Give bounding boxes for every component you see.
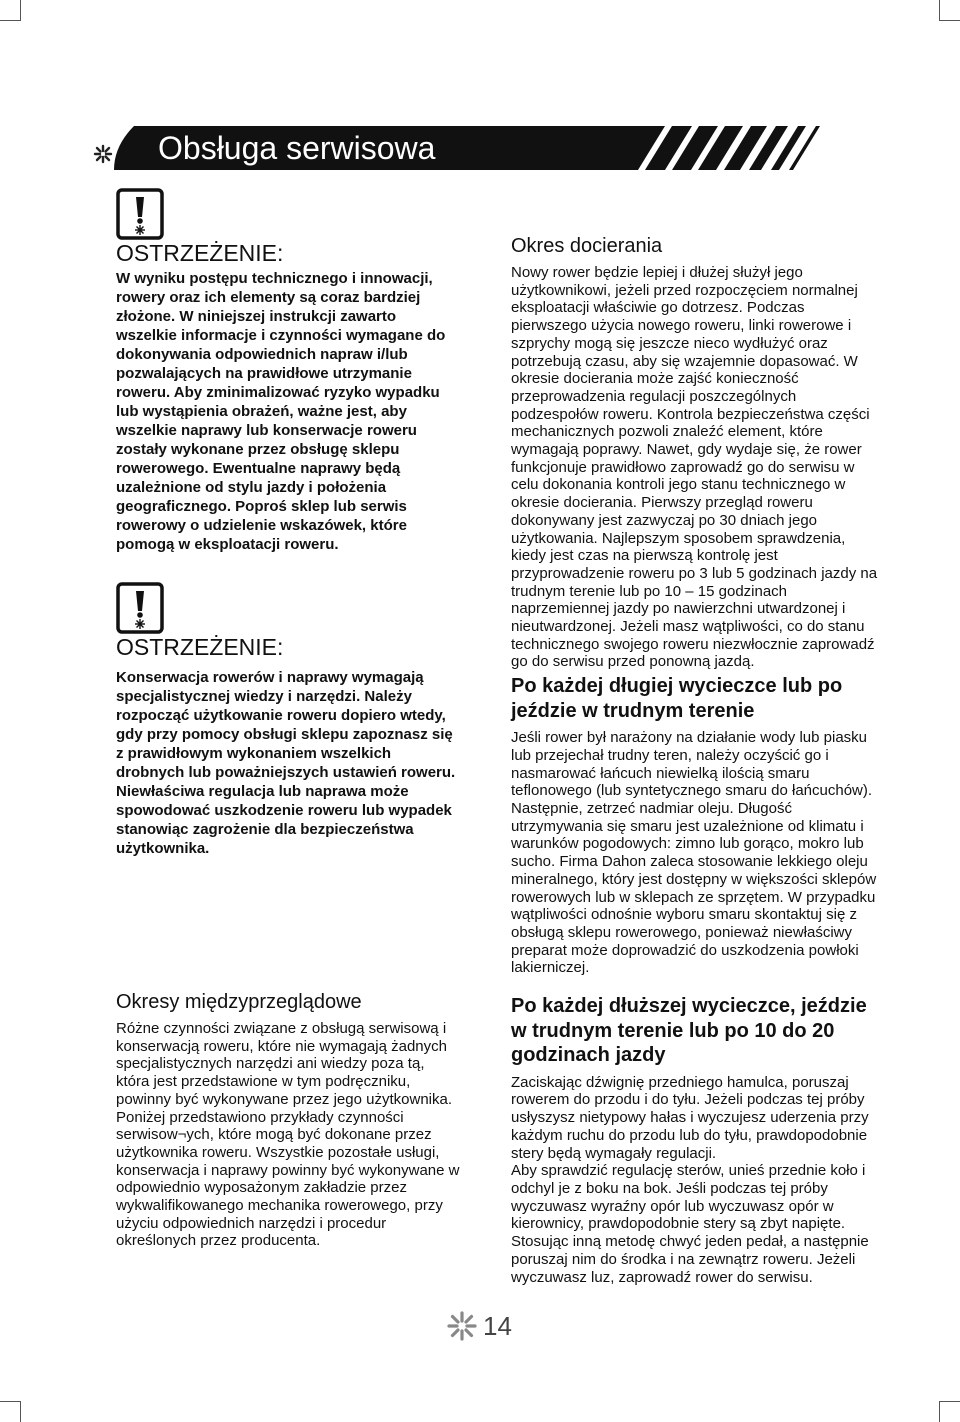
longer-ride-text-1: Zaciskając dźwignię przedniego hamulca, poruszaj rowerem do przodu i do tyłu. Jeżeli podczas tej próby usłyszysz nietypowy hałas i wyczujesz uderzenia przy każdym ruchu do przodu lub do tyłu, prawdopodobnie stery będą wymagały regulacji. bbox=[511, 1073, 869, 1162]
long-ride-text: Jeśli rower był narażony na działanie wody lub piasku lub przejechał trudny teren, należy oczyścić go i nasmarować łańcuch niewielką ilością smaru teflonowego (lub syntetycznego smaru do łańcuchów). Następnie, zetrzeć nadmiar oleju. Długość utrzymywania się smaru jest uzależnione od klimatu i warunków pogodowych: zimno lub gorąco, mokro lub sucho. Firma Dahon zaleca stosowanie lekkiego oleju mineralnego, który jest dostępny w większości sklepów rowerowych lub w sklepach ze sprzętem. W przypadku wątpliwości odnośnie wyboru smaru skontaktuj się z obsługą sklepu rowerowego, ponieważ niewłaściwy preparat może doprowadzić do uszkodzenia powłoki lakierniczej. bbox=[511, 729, 877, 977]
page-number: 14 bbox=[483, 1311, 512, 1341]
section-header bbox=[90, 126, 830, 170]
warning-icon bbox=[116, 188, 164, 240]
warning-block-2 bbox=[116, 634, 461, 858]
longer-ride-heading: Po każdej dłuższej wycieczce, jeździe w trudnym terenie lub po 10 do 20 godzinach jazdy bbox=[511, 995, 867, 1067]
longer-ride-section bbox=[511, 994, 883, 1286]
breakin-text: Nowy rower będzie lepiej i dłużej służył jego użytkownikowi, jeżeli przed rozpoczęciem normalnej eksploatacji właściwie go dotrzesz. Podczas pierwszego użycia nowego roweru, linki rowerowe i szprychy mogą się jeszcze nieco wydłużyć oraz potrzebują czasu, aby się wzajemnie dopasować. W okresie docierania może zajść konieczność przeprowadzenia regulacji poszczególnych podzespołów roweru. Kontrola bezpieczeństwa części mechanicznych pozwoli znaleźć element, które wymagają poprawy. Nawet, gdy wydaje się, że rower funkcjonuje prawidłowo zaprowadź go do serwisu w celu dokonania kontroli jego stanu technicznego w okresie docierania. Pierwszy przegląd roweru dokonywany jest zazwyczaj po 30 dniach jego użytkowania. Najlepszym sposobem sprawdzenia, kiedy jest czas na pierwszą kontrolę jest przyprowadzenie roweru po 3 lub 5 godzinach jazdy na trudnym terenie lub po 10 – 15 godzinach naprzemiennej jazdy po nawierzchni utwardzonej i nieutwardzonej. Jeżeli masz wątpliwości, co do stanu technicznego swojego roweru niezwłocznie zaprowadź go do serwisu przed ponowną jazdą. bbox=[511, 264, 878, 671]
warning-text-2: Konserwacja rowerów i naprawy wymagają specjalistycznej wiedzy i narzędzi. Należy rozpocząć użytkowanie roweru dopiero wtedy, gdy przy pomocy obsługi sklepu zapoznasz się z prawidłowym wykonaniem wszelkich drobnych lub poważniejszych ustawień roweru. Niewłaściwa regulacja lub naprawa może spowodować uszkodzenie roweru lub wypadek stanowiąc zagrożenie dla bezpieczeństwa użytkownika. bbox=[116, 669, 456, 857]
warning-icon bbox=[116, 582, 164, 634]
intervals-text: Różne czynności związane z obsługą serwisową i konserwacją roweru, które nie wymagają żadnych specjalistycznych narzędzi ani wiedzy poza tą, która jest przedstawione w tym podręczniku, powinny być wykonywane przez jego użytkownika. Poniżej przedstawiono przykłady czynności serwisow¬ych, które mogą być dokonane przez użytkownika roweru. Wszystkie pozostałe usługi, konserwacja i naprawy powinny być wykonywane w odpowiednio wyposażonym zakładzie przez wykwalifikowanego mechanika rowerowego, przy użyciu odpowiednich narzędzi i procedur określonych przez producenta. bbox=[116, 1020, 460, 1250]
longer-ride-text-2: Aby sprawdzić regulację sterów, unieś przednie koło i odchyl je z boku na bok. Jeśli podczas tej próby wyczuwasz wyraźny opór lub wyczuwasz opór w kierownicy, prawdopodobnie stery są zbyt napięte. Stosując inną metodę chwyć jeden pedał, a następnie poruszaj nim do środka i na zewnątrz roweru. Jeżeli wyczuwasz luz, zaprowadź rower do serwisu. bbox=[511, 1162, 869, 1286]
intervals-section bbox=[116, 990, 461, 1250]
breakin-section bbox=[511, 234, 883, 671]
warning-block-1 bbox=[116, 240, 461, 554]
page-title: Obsługa serwisowa bbox=[158, 130, 436, 166]
crop-mark-top-right bbox=[939, 0, 960, 21]
crop-mark-bottom-left bbox=[0, 1401, 21, 1422]
breakin-heading: Okres docierania bbox=[511, 235, 663, 257]
spark-icon bbox=[447, 1311, 477, 1341]
warning-title-1: OSTRZEŻENIE: bbox=[116, 240, 284, 266]
crop-mark-top-left bbox=[0, 0, 21, 21]
intervals-heading: Okresy międzyprzeglądowe bbox=[116, 991, 362, 1013]
warning-text-1: W wyniku postępu technicznego i innowacji, rowery oraz ich elementy są coraz bardziej złożone. W niniejszej instrukcji zawarto wszelkie informacje i czynności wymagane do dokonywania odpowiednich napraw i/lub pozwalających na prawidłowe utrzymanie roweru. Aby zminimalizować ryzyko wypadku lub wystąpienia obrażeń, ważne jest, aby wszelkie naprawy lub konserwacje roweru zostały wykonane przez obsługę sklepu rowerowego. Ewentualne naprawy będą uzależnione od stylu jazdy i położenia geograficznego. Poproś sklep lub serwis rowerowy o udzielenie wskazówek, które pomogą w eksploatacji roweru. bbox=[116, 270, 446, 553]
crop-mark-bottom-right bbox=[939, 1401, 960, 1422]
warning-title-2: OSTRZEŻENIE: bbox=[116, 634, 284, 660]
long-ride-heading: Po każdej długiej wycieczce lub po jeździe w trudnym terenie bbox=[511, 675, 843, 722]
long-ride-section bbox=[511, 674, 883, 977]
